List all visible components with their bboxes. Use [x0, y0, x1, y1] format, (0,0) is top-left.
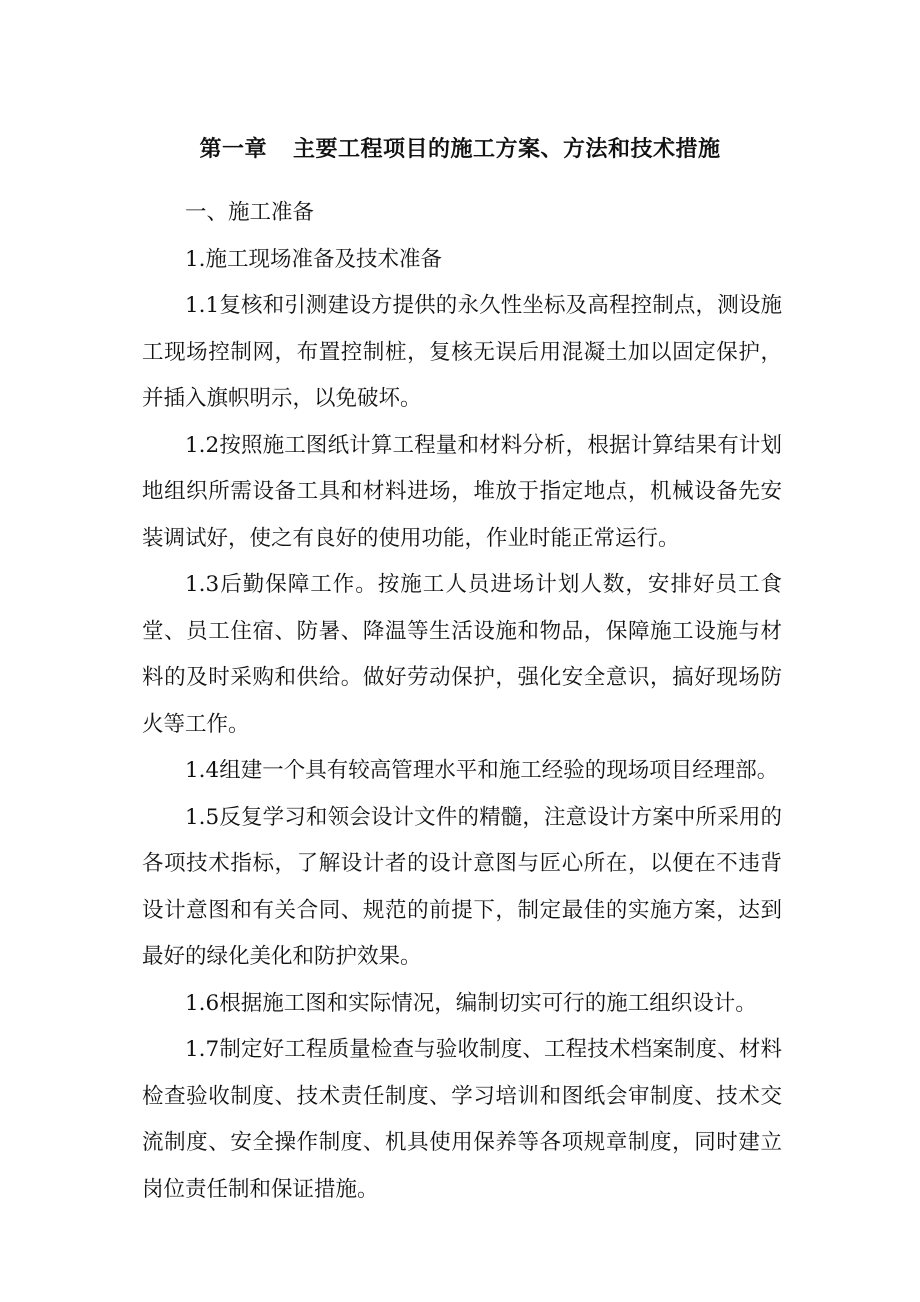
document-body: [142, 190, 782, 1213]
subsection-heading: 1.施工现场准备及技术准备: [185, 246, 443, 272]
section-heading: 一、施工准备: [185, 200, 315, 225]
paragraph-1-2: 1.2按照施工图纸计算工程量和材料分析，根据计算结果有计划地组织所需设备工具和材料进场，堆放于指定地点，机械设备先安装调试好，使之有良好的使用功能，作业时能正常运行。: [142, 432, 782, 551]
title-text: 主要工程项目的施工方案、方法和技术措施: [293, 136, 721, 162]
paragraph-1-1: 1.1复核和引测建设方提供的永久性坐标及高程控制点，测设施工现场控制网，布置控制桩，复核无误后用混凝土加以固定保护，并插入旗帜明示，以免破坏。: [142, 293, 782, 411]
paragraph-1-7: 1.7制定好工程质量检查与验收制度、工程技术档案制度、材料检查验收制度、技术责任制度、学习培训和图纸会审制度、技术交流制度、安全操作制度、机具使用保养等各项规章制度，同时建立岗位责任制和保证措施。: [142, 1037, 782, 1202]
title-chapter: 第一章: [199, 136, 267, 162]
page-title: [0, 131, 920, 167]
paragraph-1-3: 1.3后勤保障工作。按施工人员进场计划人数，安排好员工食堂、员工住宿、防暑、降温等生活设施和物品，保障施工设施与材料的及时采购和供给。做好劳动保护，强化安全意识，搞好现场防火等工作。: [142, 572, 782, 737]
paragraph-1-4: 1.4组建一个具有较高管理水平和施工经验的现场项目经理部。: [185, 758, 779, 783]
paragraph-1-6: 1.6根据施工图和实际情况，编制切实可行的施工组织设计。: [185, 990, 757, 1016]
paragraph-1-5: 1.5反复学习和领会设计文件的精髓，注意设计方案中所采用的各项技术指标，了解设计者的设计意图与匠心所在，以便在不违背设计意图和有关合同、规范的前提下，制定最佳的实施方案，达到最好的绿化美化和防护效果。: [142, 804, 782, 969]
